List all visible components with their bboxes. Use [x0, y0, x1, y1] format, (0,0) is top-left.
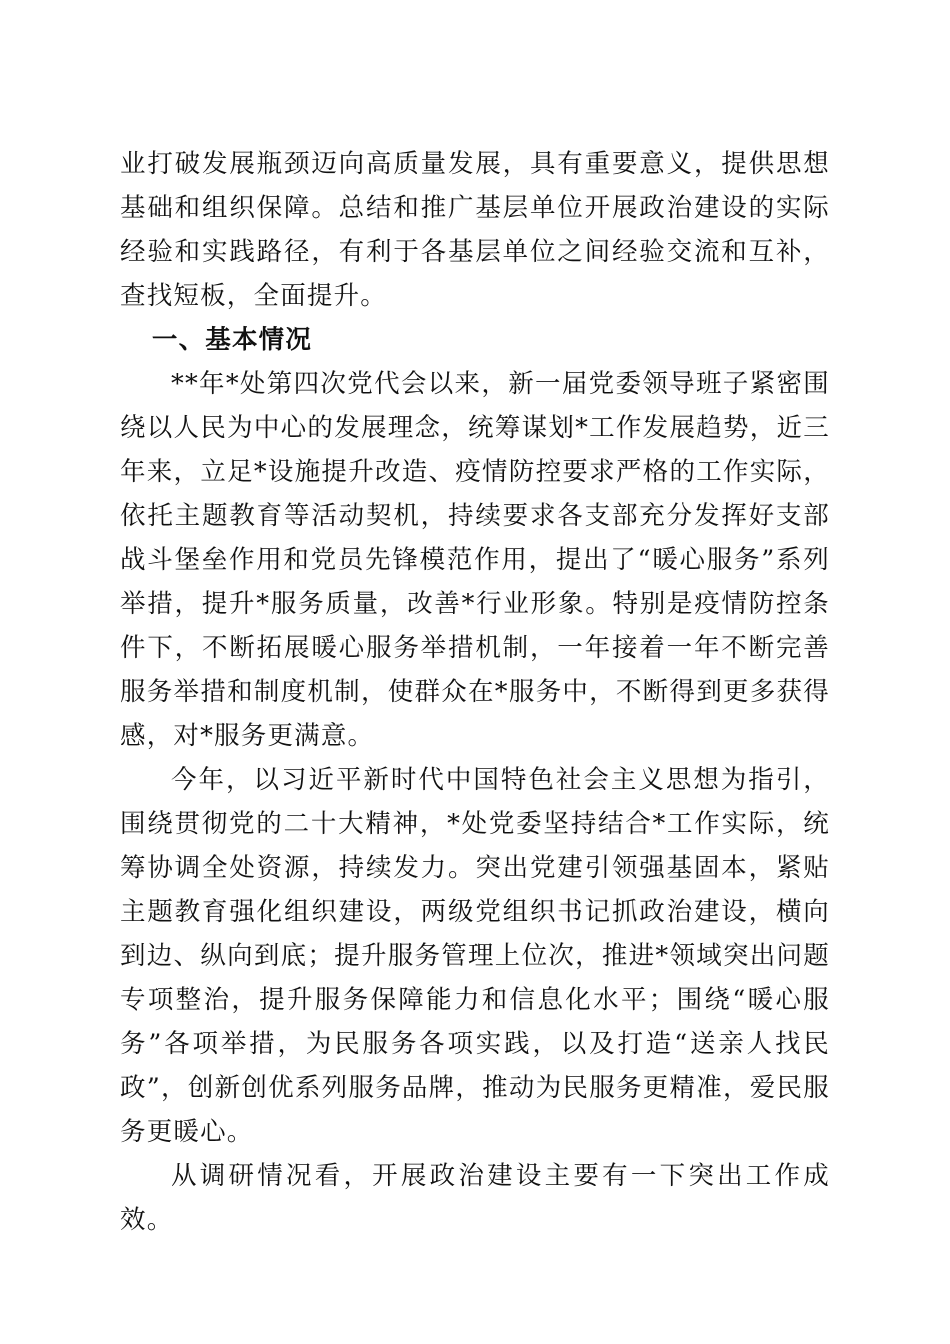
paragraph-continuation: 业打破发展瓶颈迈向高质量发展，具有重要意义，提供思想基础和组织保障。总结和推广基层单位开展政治建设的实际经验和实践路径，有利于各基层单位之间经验交流和互补，查找短板，全面提升。 [120, 149, 830, 311]
paragraph-survey-results: 从调研情况看，开展政治建设主要有一下突出工作成效。 [120, 1161, 830, 1235]
paragraph-basic-situation: **年*处第四次党代会以来，新一届党委领导班子紧密围绕以人民为中心的发展理念，统筹谋划*工作发展趋势，近三年来，立足*设施提升改造、疫情防控要求严格的工作实际，依托主题教育等活动契机，持续要求各支部充分发挥好支部战斗堡垒作用和党员先锋模范作用，提出了“暖心服务”系列举措，提升*服务质量，改善*行业形象。特别是疫情防控条件下，不断拓展暖心服务举措机制，一年接着一年不断完善服务举措和制度机制，使群众在*服务中，不断得到更多获得感，对*服务更满意。 [120, 369, 830, 751]
section-heading-basic-situation: 一、基本情况 [151, 325, 313, 355]
document-body [120, 142, 830, 1242]
paragraph-this-year: 今年，以习近平新时代中国特色社会主义思想为指引，围绕贯彻党的二十大精神，*处党委坚持结合*工作实际，统筹协调全处资源，持续发力。突出党建引领强基固本，紧贴主题教育强化组织建设，两级党组织书记抓政治建设，横向到边、纵向到底；提升服务管理上位次，推进*领域突出问题专项整治，提升服务保障能力和信息化水平；围绕“暖心服务”各项举措，为民服务各项实践，以及打造“送亲人找民政”，创新创优系列服务品牌，推动为民服务更精准，爱民服务更暖心。 [120, 765, 830, 1147]
